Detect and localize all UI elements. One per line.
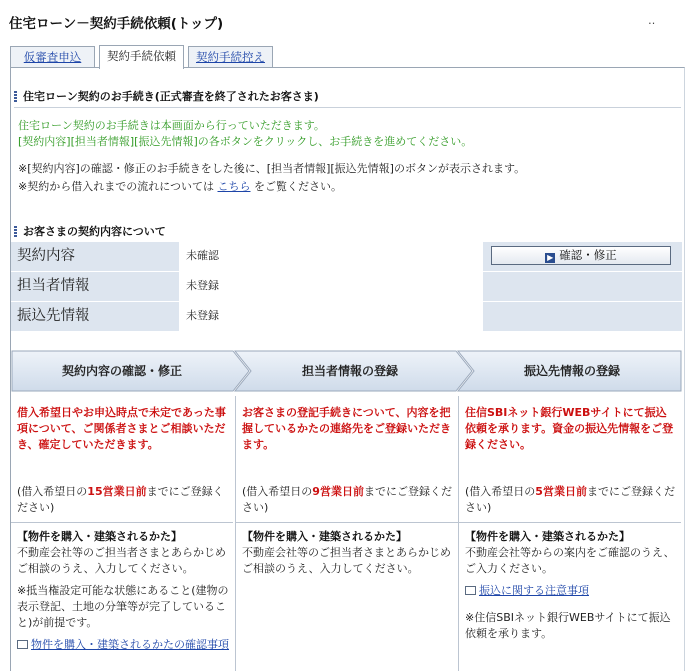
step-1-instruction: 借入希望日やお申込時点で未定であった事項について、ご関係者さまとご相談いただき、確定していただきます。	[17, 406, 226, 451]
step-2-instruction: お客さまの登記手続きについて、内容を把握しているかたの連絡先をご登録いただきます。	[242, 406, 451, 451]
page-title: 住宅ローン－契約手続依頼(トップ)	[9, 16, 224, 32]
corner-mark: ‥	[648, 14, 657, 27]
contract-row	[11, 272, 682, 301]
procedure-heading: 住宅ローン契約のお手続き(正式審査を終了されたお客さま)	[14, 88, 319, 106]
main-panel	[10, 67, 685, 671]
confirm-edit-label: 確認・修正	[559, 248, 617, 262]
contract-row-label: 契約内容	[11, 242, 179, 271]
step-1-subtitle: 【物件を購入・建築されるかた】	[17, 530, 182, 543]
contract-row-value: 未確認	[180, 242, 482, 271]
flow-link[interactable]: こちら	[217, 180, 251, 193]
purchase-confirmation-link[interactable]	[17, 637, 229, 653]
step-1-deadline	[17, 484, 229, 516]
deadline-pre: (借入希望日の	[17, 485, 88, 498]
deadline-post: までにご登録ください)	[17, 485, 224, 514]
tab-contract-request[interactable]: 契約手続依頼	[99, 45, 184, 69]
tab-preliminary-application[interactable]: 仮審査申込	[10, 46, 95, 68]
link-label: 振込に関する注意事項	[479, 584, 589, 597]
deadline-days: 15営業日前	[87, 485, 147, 498]
contract-row-action	[483, 272, 682, 301]
step-2-description: 不動産会社等のご担当者さまとあらかじめご相談のうえ、入力してください。	[242, 546, 451, 575]
deadline-days: 9営業日前	[312, 485, 364, 498]
contract-row-action	[483, 242, 682, 271]
procedure-green-line-1: 住宅ローン契約のお手続きは本画面から行っていただきます。	[18, 119, 325, 132]
column-row-divider	[236, 522, 458, 523]
step-3-instruction: 住信SBIネット銀行WEBサイトにて振込依頼を承ります。資金の振込先情報をご登録ください。	[465, 406, 674, 451]
section-divider	[14, 107, 681, 108]
contract-row-label: 担当者情報	[11, 272, 179, 301]
contract-row-action	[483, 302, 682, 331]
deadline-post: までにご登録ください)	[242, 485, 452, 514]
contract-row-value: 未登録	[180, 272, 482, 301]
contract-row-label: 振込先情報	[11, 302, 179, 331]
step-2-subtitle: 【物件を購入・建築されるかた】	[242, 530, 407, 543]
step-3-description: 不動産会社等からの案内をご確認のうえ、ご入力ください。	[465, 546, 675, 575]
document-icon	[17, 640, 28, 649]
step-1-header: 契約内容の確認・修正	[61, 364, 182, 378]
note-suffix: をご覧ください。	[254, 180, 342, 193]
arrow-right-icon: ▶	[547, 253, 554, 262]
step-column-2	[236, 396, 458, 671]
deadline-pre: (借入希望日の	[465, 485, 536, 498]
confirm-edit-button[interactable]	[491, 246, 671, 265]
step-3-note: ※住信SBIネット銀行WEBサイトにて振込依頼を承ります。	[465, 611, 671, 640]
transfer-notes-link[interactable]	[465, 583, 677, 599]
step-column-1	[11, 396, 233, 671]
column-row-divider	[11, 522, 233, 523]
link-label: 物件を購入・建築されるかたの確認事項	[31, 638, 229, 651]
step-1-note: ※抵当権設定可能な状態にあること(建物の表示登記、土地の分筆等が完了していること)が前提です。	[17, 584, 229, 629]
contract-row	[11, 302, 682, 331]
document-icon	[465, 586, 476, 595]
step-3-subtitle: 【物件を購入・建築されるかた】	[465, 530, 630, 543]
procedure-green-line-2: [契約内容][担当者情報][振込先情報]の各ボタンをクリックし、お手続きを進めてください。	[18, 135, 473, 148]
step-2-deadline	[242, 484, 454, 516]
contract-heading: お客さまの契約内容について	[14, 223, 166, 241]
column-row-divider	[459, 522, 681, 523]
deadline-pre: (借入希望日の	[242, 485, 313, 498]
steps-section	[11, 350, 682, 671]
procedure-note-2	[18, 179, 342, 195]
procedure-note-1: ※[契約内容]の確認・修正のお手続きをした後に、[担当者情報][振込先情報]のボタンが表示されます。	[18, 162, 526, 175]
tab-contract-copy[interactable]: 契約手続控え	[188, 46, 273, 68]
step-2-header: 担当者情報の登録	[301, 364, 398, 378]
step-3-deadline	[465, 484, 677, 516]
deadline-days: 5営業日前	[535, 485, 587, 498]
step-1-description: 不動産会社等のご担当者さまとあらかじめご相談のうえ、入力してください。	[17, 546, 226, 575]
contract-row-value: 未登録	[180, 302, 482, 331]
step-3-header: 振込先情報の登録	[523, 364, 620, 378]
contract-row	[11, 242, 682, 271]
step-arrow-labels	[11, 350, 682, 392]
step-column-3	[459, 396, 681, 671]
deadline-post: までにご登録ください)	[465, 485, 675, 514]
note-prefix: ※契約から借入れまでの流れについては	[18, 180, 214, 193]
